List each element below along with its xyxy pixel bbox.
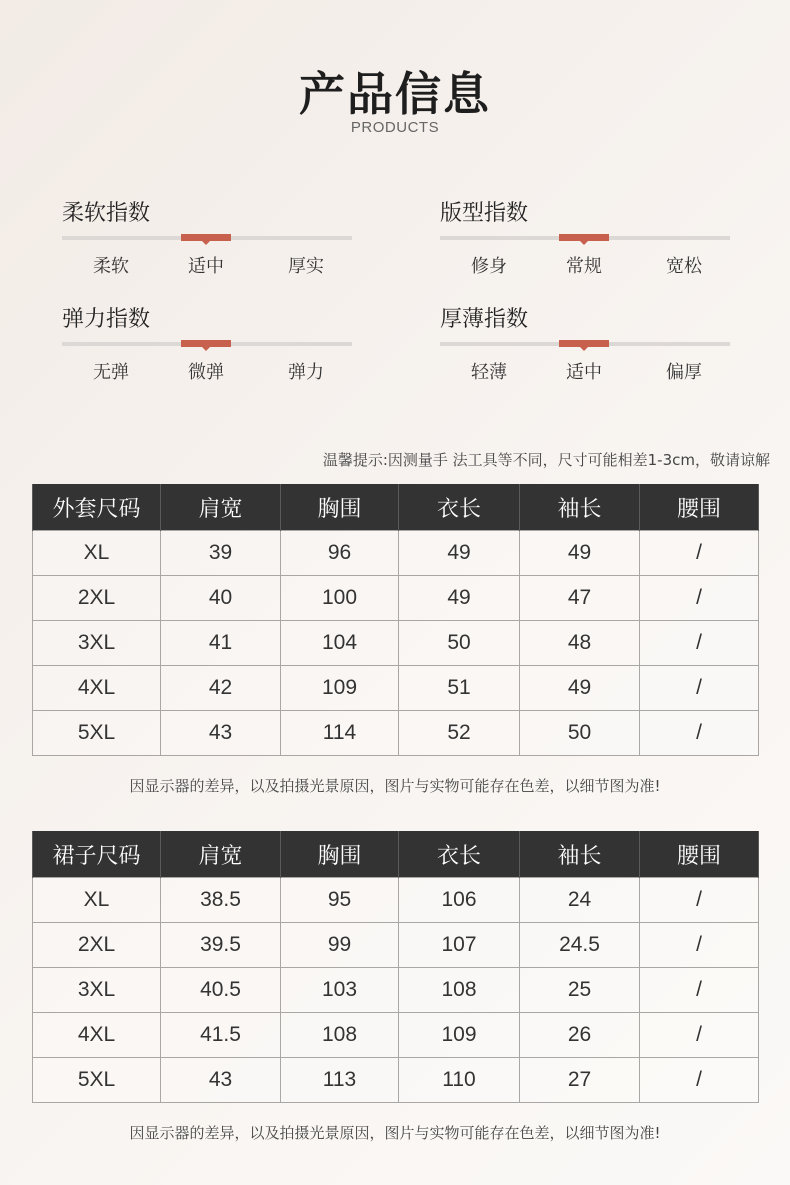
fit-index <box>440 196 730 286</box>
column-header: 胸围 <box>281 831 399 878</box>
index-label: 修身 <box>471 256 507 277</box>
table-cell: 99 <box>281 923 399 968</box>
table-cell: 39.5 <box>161 923 281 968</box>
column-header: 腰围 <box>640 831 759 878</box>
table-cell: 24 <box>520 878 640 923</box>
index-title: 柔软指数 <box>62 201 151 226</box>
elasticity-index <box>62 302 352 392</box>
table-cell: 107 <box>399 923 520 968</box>
jacket-size-table <box>32 484 759 756</box>
table-cell: 4XL <box>33 666 161 711</box>
table-cell: 47 <box>520 576 640 621</box>
table-row <box>33 576 759 621</box>
page-title: 产品信息 <box>299 67 491 121</box>
table-cell: 49 <box>520 666 640 711</box>
table-cell: / <box>640 711 759 756</box>
table-cell: 49 <box>399 576 520 621</box>
table-cell: 24.5 <box>520 923 640 968</box>
column-header: 袖长 <box>520 484 640 531</box>
table-cell: 108 <box>281 1013 399 1058</box>
index-label: 常规 <box>566 256 602 277</box>
table-cell: 51 <box>399 666 520 711</box>
table-cell: / <box>640 621 759 666</box>
table-cell: 49 <box>520 531 640 576</box>
index-label: 无弹 <box>93 362 129 383</box>
column-header: 外套尺码 <box>33 484 161 531</box>
table-cell: 25 <box>520 968 640 1013</box>
table-cell: 27 <box>520 1058 640 1103</box>
table-cell: 40 <box>161 576 281 621</box>
table-cell: 42 <box>161 666 281 711</box>
skirt-size-table <box>32 831 759 1103</box>
table-cell: 52 <box>399 711 520 756</box>
index-label: 柔软 <box>93 256 129 277</box>
table-cell: 3XL <box>33 621 161 666</box>
table-cell: / <box>640 576 759 621</box>
index-label: 微弹 <box>188 362 224 383</box>
color-difference-note: 因显示器的差异，以及拍摄光景原因，图片与实物可能存在色差，以细节图为准! <box>129 777 661 795</box>
index-marker <box>559 234 609 241</box>
table-cell: 41 <box>161 621 281 666</box>
table-cell: / <box>640 878 759 923</box>
table-cell: 3XL <box>33 968 161 1013</box>
table-cell: 48 <box>520 621 640 666</box>
table-header-row <box>33 484 759 531</box>
table-cell: 4XL <box>33 1013 161 1058</box>
measurement-tip: 温馨提示:因测量手 法工具等不同，尺寸可能相差1-3cm，敬请谅解 <box>322 451 770 469</box>
table-header-row <box>33 831 759 878</box>
index-marker <box>559 340 609 347</box>
table-row <box>33 923 759 968</box>
index-title: 版型指数 <box>440 201 529 226</box>
index-marker <box>181 340 231 347</box>
table-cell: / <box>640 666 759 711</box>
column-header: 裙子尺码 <box>33 831 161 878</box>
table-cell: 2XL <box>33 923 161 968</box>
table-cell: XL <box>33 878 161 923</box>
column-header: 衣长 <box>399 484 520 531</box>
table-row <box>33 621 759 666</box>
table-cell: 50 <box>520 711 640 756</box>
table-cell: 103 <box>281 968 399 1013</box>
table-cell: 2XL <box>33 576 161 621</box>
table-cell: / <box>640 968 759 1013</box>
table-row <box>33 878 759 923</box>
index-label: 弹力 <box>288 362 324 383</box>
index-label: 偏厚 <box>666 362 702 383</box>
index-title: 弹力指数 <box>62 307 151 332</box>
table-cell: 108 <box>399 968 520 1013</box>
index-title: 厚薄指数 <box>440 307 529 332</box>
column-header: 胸围 <box>281 484 399 531</box>
table-row <box>33 666 759 711</box>
table-cell: 50 <box>399 621 520 666</box>
column-header: 肩宽 <box>161 831 281 878</box>
index-label: 轻薄 <box>471 362 507 383</box>
column-header: 腰围 <box>640 484 759 531</box>
table-cell: 41.5 <box>161 1013 281 1058</box>
table-cell: 26 <box>520 1013 640 1058</box>
softness-index <box>62 196 352 286</box>
column-header: 肩宽 <box>161 484 281 531</box>
column-header: 袖长 <box>520 831 640 878</box>
index-marker <box>181 234 231 241</box>
table-cell: 49 <box>399 531 520 576</box>
table-row <box>33 1013 759 1058</box>
table-cell: 43 <box>161 711 281 756</box>
page-subtitle: PRODUCTS <box>350 119 440 136</box>
index-label: 厚实 <box>288 256 324 277</box>
table-cell: 114 <box>281 711 399 756</box>
table-row <box>33 531 759 576</box>
table-cell: / <box>640 531 759 576</box>
index-label: 宽松 <box>666 256 702 277</box>
table-row <box>33 968 759 1013</box>
table-cell: 40.5 <box>161 968 281 1013</box>
table-cell: 43 <box>161 1058 281 1103</box>
table-cell: 95 <box>281 878 399 923</box>
color-difference-note: 因显示器的差异，以及拍摄光景原因，图片与实物可能存在色差，以细节图为准! <box>129 1124 661 1142</box>
table-row <box>33 711 759 756</box>
thickness-index <box>440 302 730 392</box>
table-cell: XL <box>33 531 161 576</box>
table-cell: / <box>640 923 759 968</box>
table-cell: 110 <box>399 1058 520 1103</box>
table-cell: 5XL <box>33 711 161 756</box>
table-cell: 106 <box>399 878 520 923</box>
table-cell: 109 <box>399 1013 520 1058</box>
table-cell: 39 <box>161 531 281 576</box>
table-cell: 96 <box>281 531 399 576</box>
table-row <box>33 1058 759 1103</box>
index-label: 适中 <box>566 362 602 383</box>
table-cell: / <box>640 1013 759 1058</box>
table-cell: 100 <box>281 576 399 621</box>
index-label: 适中 <box>188 256 224 277</box>
table-cell: 104 <box>281 621 399 666</box>
table-cell: 113 <box>281 1058 399 1103</box>
table-cell: 38.5 <box>161 878 281 923</box>
table-cell: 5XL <box>33 1058 161 1103</box>
column-header: 衣长 <box>399 831 520 878</box>
table-cell: 109 <box>281 666 399 711</box>
table-cell: / <box>640 1058 759 1103</box>
